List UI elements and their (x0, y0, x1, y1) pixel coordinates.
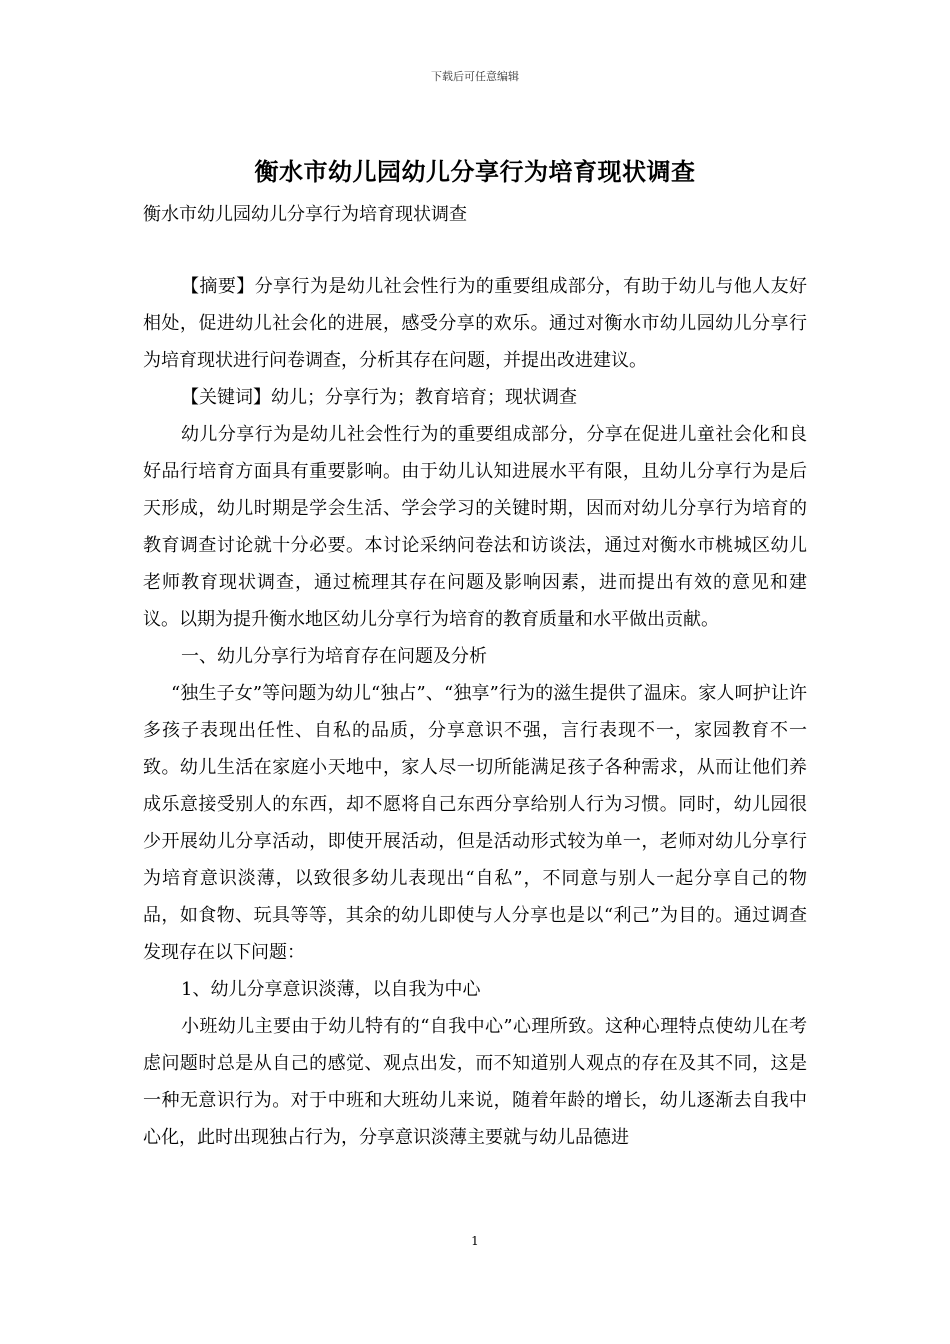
document-body (143, 268, 807, 1156)
document-subtitle: 衡水市幼儿园幼儿分享行为培育现状调查 (143, 204, 467, 225)
abstract-paragraph: 【摘要】分享行为是幼儿社会性行为的重要组成部分，有助于幼儿与他人友好相处，促进幼儿社会化的进展，感受分享的欢乐。通过对衡水市幼儿园幼儿分享行为培育现状进行问卷调查，分析其存在问题，并提出改进建议。 (143, 276, 807, 371)
section-heading-1: 一、幼儿分享行为培育存在问题及分析 (181, 646, 487, 667)
subsection-paragraph: 小班幼儿主要由于幼儿特有的“自我中心”心理所致。这种心理特点使幼儿在考虑问题时总是从自己的感觉、观点出发，而不知道别人观点的存在及其不同，这是一种无意识行为。对于中班和大班幼儿来说，随着年龄的增长，幼儿逐渐去自我中心化，此时出现独占行为，分享意识淡薄主要就与幼儿品德进 (143, 1016, 807, 1148)
document-title: 衡水市幼儿园幼儿分享行为培育现状调查 (254, 157, 696, 186)
header-note: 下载后可任意编辑 (431, 70, 519, 83)
problem-paragraph: “独生子女”等问题为幼儿“独占”、“独享”行为的滋生提供了温床。家人呵护让许多孩子表现出任性、自私的品质，分享意识不强，言行表现不一，家园教育不一致。幼儿生活在家庭小天地中，家人尽一切所能满足孩子各种需求，从而让他们养成乐意接受别人的东西，却不愿将自己东西分享给别人行为习惯。同时，幼儿园很少开展幼儿分享活动，即使开展活动，但是活动形式较为单一，老师对幼儿分享行为培育意识淡薄，以致很多幼儿表现出“自私”，不同意与别人一起分享自己的物品，如食物、玩具等等，其余的幼儿即使与人分享也是以“利己”为目的。通过调查发现存在以下问题： (143, 683, 807, 963)
intro-paragraph: 幼儿分享行为是幼儿社会性行为的重要组成部分，分享在促进儿童社会化和良好品行培育方面具有重要影响。由于幼儿认知进展水平有限，且幼儿分享行为是后天形成，幼儿时期是学会生活、学会学习的关键时期，因而对幼儿分享行为培育的教育调查讨论就十分必要。本讨论采纳问卷法和访谈法，通过对衡水市桃城区幼儿老师教育现状调查，通过梳理其存在问题及影响因素，进而提出有效的意见和建议。以期为提升衡水地区幼儿分享行为培育的教育质量和水平做出贡献。 (143, 424, 807, 630)
subsection-heading-1: 1、幼儿分享意识淡薄，以自我为中心 (181, 979, 481, 1000)
page-number: 1 (471, 1234, 479, 1248)
keywords-paragraph: 【关键词】幼儿；分享行为；教育培育；现状调查 (181, 387, 577, 408)
